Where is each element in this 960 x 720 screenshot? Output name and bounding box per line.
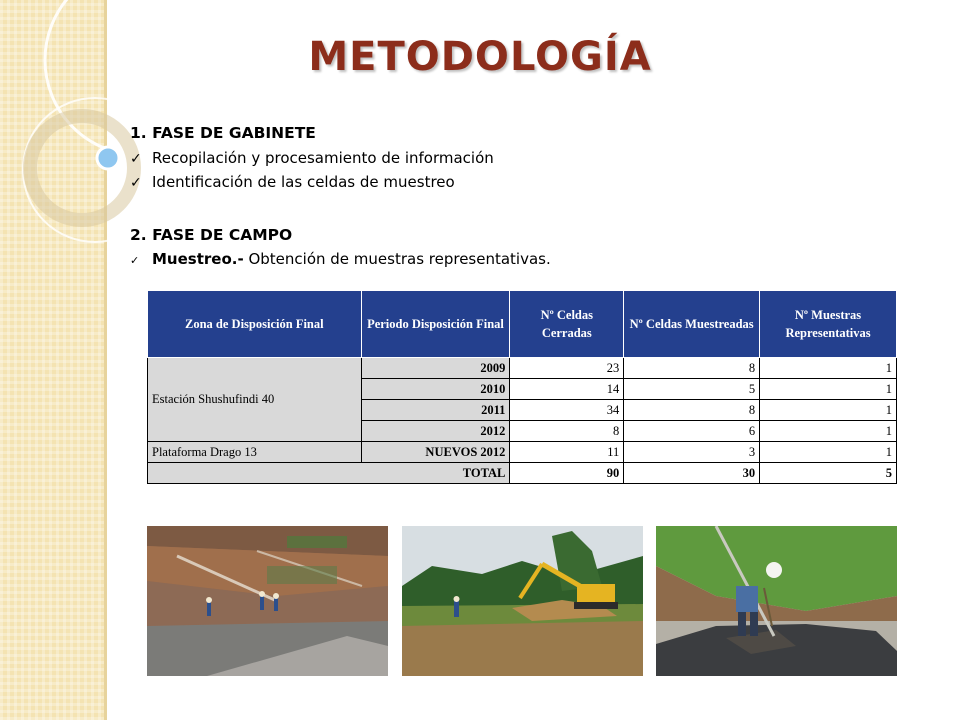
sampled-cells-value: 8: [624, 400, 760, 421]
sampled-cells-value: 3: [624, 442, 760, 463]
column-header: Nº Celdas Muestreadas: [624, 291, 760, 358]
checkmark-icon: ✓: [130, 151, 142, 167]
period-cell: 2010: [361, 379, 510, 400]
total-sampled-value: 30: [624, 463, 760, 484]
total-label: TOTAL: [148, 463, 510, 484]
sampled-cells-value: 8: [624, 358, 760, 379]
bullet-keyword: Muestreo.-: [152, 250, 244, 268]
period-cell: 2009: [361, 358, 510, 379]
sampled-cells-value: 5: [624, 379, 760, 400]
samples-value: 1: [760, 379, 897, 400]
list-item: [130, 250, 551, 268]
sampling-table: [147, 290, 897, 484]
bullet-text: Recopilación y procesamiento de información: [152, 149, 494, 167]
column-header: Zona de Disposición Final: [148, 291, 362, 358]
section-gabinete-heading: 1. FASE DE GABINETE: [130, 124, 316, 142]
samples-value: 1: [760, 358, 897, 379]
column-header: Nº Muestras Representativas: [760, 291, 897, 358]
checkmark-icon: ✓: [130, 175, 142, 191]
page-title: METODOLOGÍA: [308, 34, 652, 80]
list-item: [130, 149, 494, 167]
closed-cells-value: 23: [510, 358, 624, 379]
total-samples-value: 5: [760, 463, 897, 484]
total-closed-value: 90: [510, 463, 624, 484]
table-header-row: [148, 291, 897, 358]
photo-disposal-cells: [147, 526, 388, 676]
table-row: [148, 358, 897, 379]
column-header: Periodo Disposición Final: [361, 291, 510, 358]
section-campo-heading: 2. FASE DE CAMPO: [130, 226, 293, 244]
column-header: Nº Celdas Cerradas: [510, 291, 624, 358]
zone-cell: Plataforma Drago 13: [148, 442, 362, 463]
period-cell: 2011: [361, 400, 510, 421]
samples-value: 1: [760, 400, 897, 421]
closed-cells-value: 8: [510, 421, 624, 442]
period-cell: 2012: [361, 421, 510, 442]
closed-cells-value: 34: [510, 400, 624, 421]
bullet-text: Identificación de las celdas de muestreo: [152, 173, 455, 191]
table-row: [148, 442, 897, 463]
samples-value: 1: [760, 442, 897, 463]
table-total-row: [148, 463, 897, 484]
closed-cells-value: 11: [510, 442, 624, 463]
photo-sampling-worker: [656, 526, 897, 676]
bullet-text: Obtención de muestras representativas.: [243, 250, 551, 268]
list-item: [130, 173, 455, 191]
samples-value: 1: [760, 421, 897, 442]
checkmark-icon: ✓: [130, 254, 140, 267]
period-cell: NUEVOS 2012: [361, 442, 510, 463]
zone-cell: Estación Shushufindi 40: [148, 358, 362, 442]
sampled-cells-value: 6: [624, 421, 760, 442]
closed-cells-value: 14: [510, 379, 624, 400]
photo-excavator: [402, 526, 643, 676]
